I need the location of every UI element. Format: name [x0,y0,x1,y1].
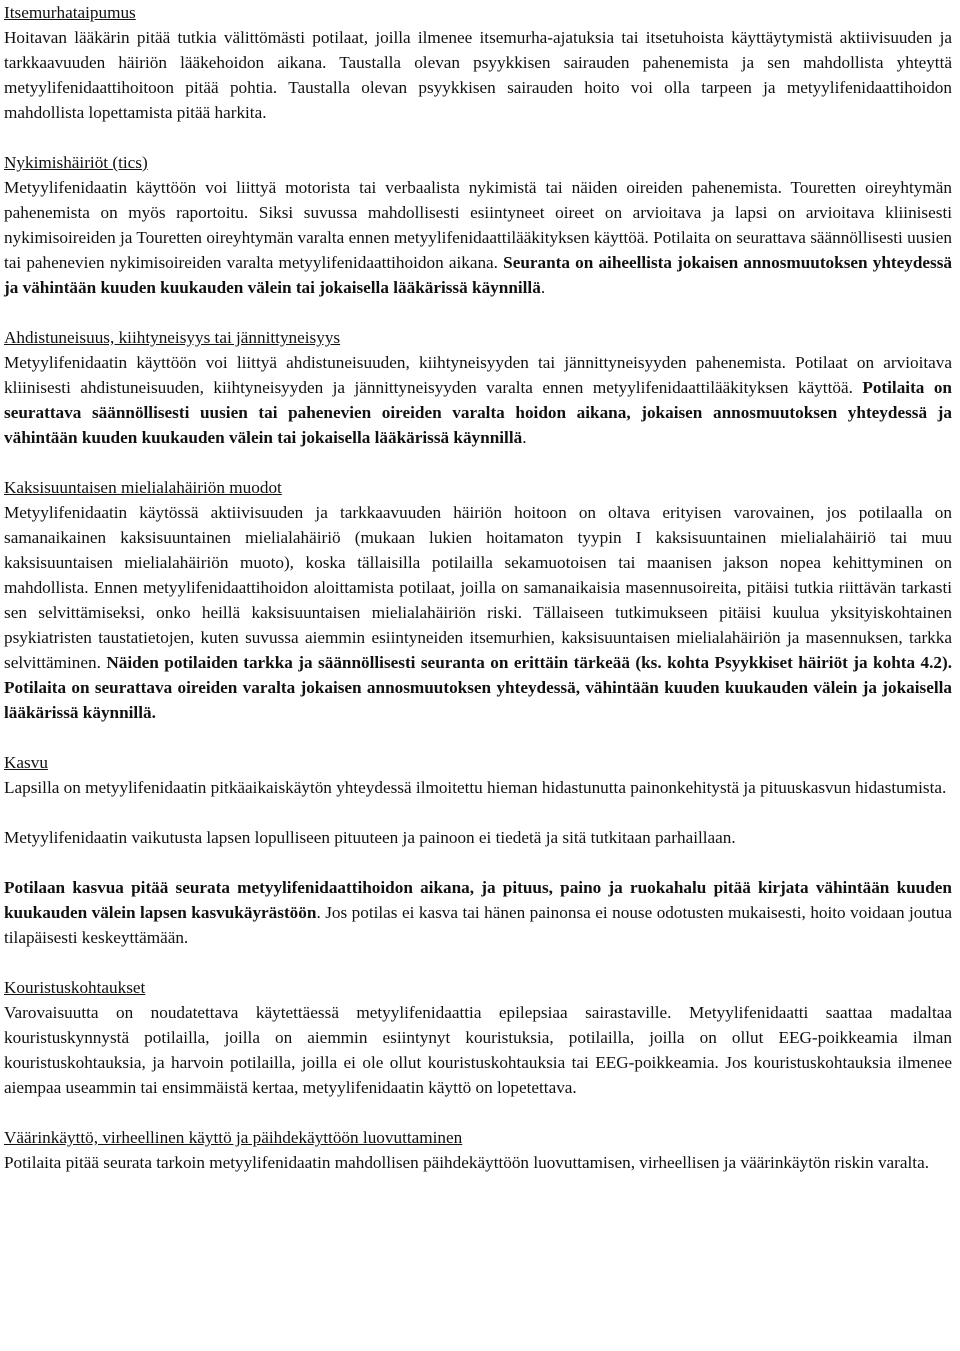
section-heading: Ahdistuneisuus, kiihtyneisyys tai jännittyneisyys [4,328,341,347]
bold-text: Seuranta on aiheellista jokaisen annosmuutoksen yhteydessä ja vähintään kuuden kuukauden välein tai jokaisella lääkärissä käynnillä [4,253,952,297]
text-run: Metyylifenidaatin vaikutusta lapsen lopulliseen pituuteen ja painoon ei tiedetä ja sitä tutkitaan parhaillaan. [4,828,736,847]
paragraph [4,1150,952,1175]
paragraph [4,25,952,125]
text-run: Metyylifenidaatin käyttöön voi liittyä ahdistuneisuuden, kiihtyneisyyden tai jännittyneisyyden pahenemista. Potilaat on arvioitava kliinisesti ahdistuneisuuden, kiihtyneisyyden ja jännittyneisyyden varalta ennen metyylifenidaattilääkityksen käyttöä. [4,353,952,397]
paragraph [4,875,952,950]
section-gap [4,125,952,150]
section-heading: Kaksisuuntaisen mielialahäiriön muodot [4,478,282,497]
text-run: Lapsilla on metyylifenidaatin pitkäaikaiskäytön yhteydessä ilmoitettu hieman hidastunutta painonkehitystä ja pituuskasvun hidastumista. [4,778,947,797]
paragraph [4,500,952,725]
paragraph [4,350,952,450]
section-heading: Kouristuskohtaukset [4,978,146,997]
section-heading: Itsemurhataipumus [4,3,136,22]
text-run: Potilaita pitää seurata tarkoin metyylifenidaatin mahdollisen päihdekäyttöön luovuttamisen, virheellisen ja väärinkäytön riskin varalta. [4,1153,929,1172]
section [4,750,952,950]
paragraph-gap [4,850,952,875]
text-run: . [522,428,527,447]
section-heading: Väärinkäyttö, virheellinen käyttö ja päihdekäyttöön luovuttaminen [4,1128,463,1147]
text-run: Metyylifenidaatin käytössä aktiivisuuden ja tarkkaavuuden häiriön hoitoon on oltava erityisen varovainen, jos potilaalla on samanaikainen kaksisuuntainen mielialahäiriö (mukaan lukien hoitamaton tyypin I kaksisuuntainen mielialahäiriö tai muu kaksisuuntaisen mielialahäiriön muoto), koska tällaisilla potilailla sekamuotoisen tai maanisen jakson nopea kehittyminen on mahdollista. Ennen metyylifenidaattihoidon aloittamista potilaat, joilla on samanaikaisia masennusoireita, pitäisi tutkia riittävän tarkasti sen selvittämiseksi, onko heillä kaksisuuntaisen mielialahäiriön riski. Tällaiseen tutkimukseen pitäisi kuulua yksityiskohtainen psykiatristen taustatietojen, kuten suvussa aiemmin esiintyneiden itsemurhien, kaksisuuntaisen mielialahäiriön ja masennuksen, tarkka selvittäminen. [4,503,952,672]
section-gap [4,300,952,325]
paragraph-gap [4,800,952,825]
section-heading: Kasvu [4,753,48,772]
section [4,0,952,125]
section [4,1125,952,1175]
bold-text: Potilaan kasvua pitää seurata metyylifenidaattihoidon aikana, ja pituus, paino ja ruokahalu pitää kirjata vähintään kuuden kuukauden välein lapsen kasvukäyrästöön [4,878,952,922]
section [4,325,952,450]
section [4,150,952,300]
section-gap [4,450,952,475]
paragraph [4,175,952,300]
paragraph [4,1000,952,1100]
text-run: Hoitavan lääkärin pitää tutkia välittömästi potilaat, joilla ilmenee itsemurha-ajatuksia tai itsetuhoista käyttäytymistä aktiivisuuden ja tarkkaavuuden häiriön lääkehoidon aikana. Taustalla olevan psyykkisen sairauden pahenemista ja sen mahdollista yhteyttä metyylifenidaattihoitoon pitää pohtia. Taustalla olevan psyykkisen sairauden hoito voi olla tarpeen ja metyylifenidaattihoidon mahdollista lopettamista pitää harkita. [4,28,952,122]
section-gap [4,725,952,750]
section [4,975,952,1100]
text-run: . [540,278,546,297]
bold-text: Näiden potilaiden tarkka ja säännöllisesti seuranta on erittäin tärkeää (ks. kohta Psyykkiset häiriöt ja kohta 4.2). Potilaita on seurattava oireiden varalta jokaisen annosmuutoksen yhteydessä, vähintään kuuden kuukauden välein ja jokaisella lääkärissä käynnillä. [4,653,952,722]
section [4,475,952,725]
bold-text: Potilaita on seurattava säännöllisesti uusien tai pahenevien oireiden varalta hoidon aikana, jokaisen annosmuutoksen yhteydessä ja vähintään kuuden kuukauden välein tai jokaisella lääkärissä käynnillä [4,378,952,447]
text-run: Varovaisuutta on noudatettava käytettäessä metyylifenidaattia epilepsiaa sairastaville. Metyylifenidaatti saattaa madaltaa kouristuskynnystä potilailla, joilla on aiemmin esiintynyt kouristuksia, potilailla, joilla on ollut EEG-poikkeamia ilman kouristuskohtauksia, ja harvoin potilailla, joilla ei ole ollut kouristuskohtauksia tai EEG-poikkeamia. Jos kouristuskohtauksia ilmenee aiempaa useammin tai ensimmäistä kertaa, metyylifenidaatin käyttö on lopetettava. [4,1003,952,1097]
text-run: . Jos potilas ei kasva tai hänen painonsa ei nouse odotusten mukaisesti, hoito voidaan joutua tilapäisesti keskeyttämään. [4,903,952,947]
section-gap [4,1100,952,1125]
paragraph [4,825,952,850]
paragraph [4,775,952,800]
text-run: Metyylifenidaatin käyttöön voi liittyä motorista tai verbaalista nykimistä tai näiden oireiden pahenemista. Touretten oireyhtymän pahenemista on myös raportoitu. Siksi suvussa mahdollisesti esiintyneet oireet on arvioitava ja lapsi on arvioitava kliinisesti nykimisoireiden ja Touretten oireyhtymän varalta ennen metyylifenidaattilääkityksen käyttöä. Potilaita on seurattava säännöllisesti uusien tai pahenevien nykimisoireiden varalta metyylifenidaattihoidon aikana. [4,178,952,272]
section-heading: Nykimishäiriöt (tics) [4,153,148,172]
section-gap [4,950,952,975]
